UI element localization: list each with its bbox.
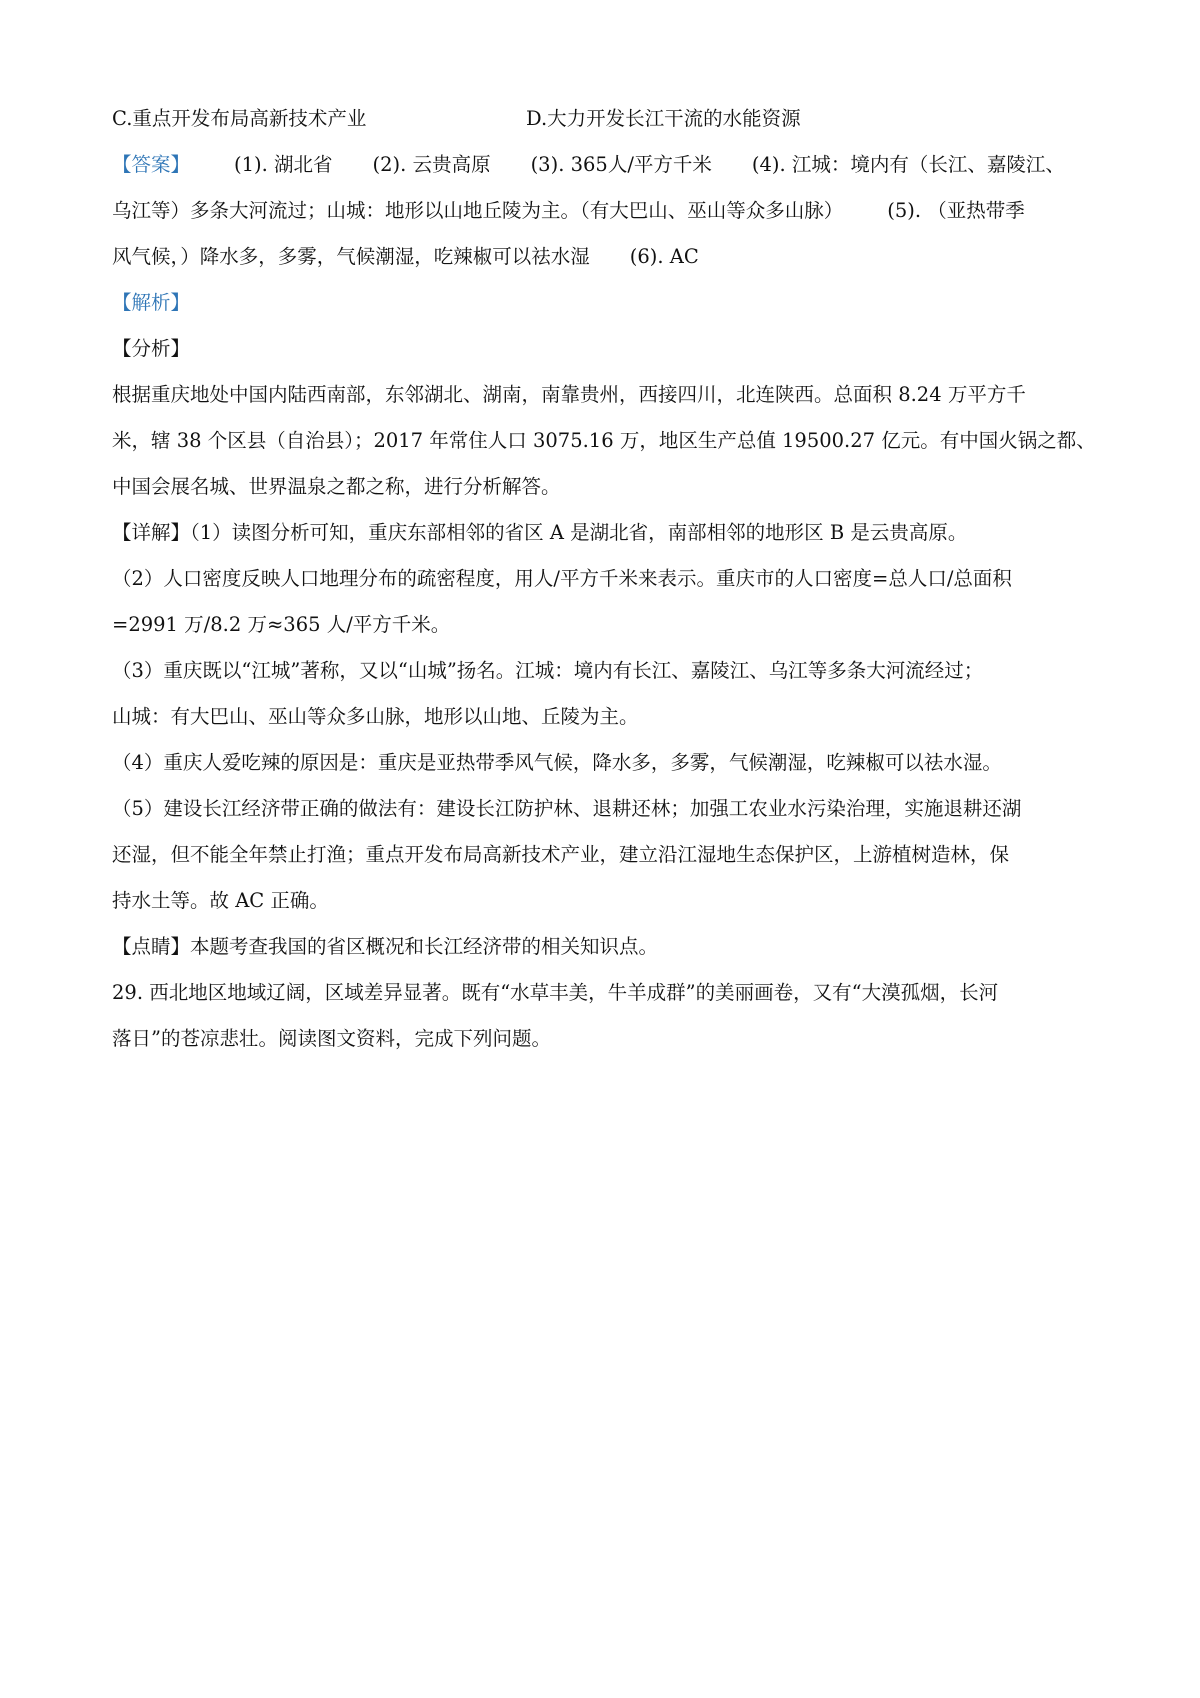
- answer-line-1: [112, 142, 1102, 188]
- answer-label: 【答案】: [112, 153, 191, 176]
- answer-item-4: (4). 江城：境内有（长江、嘉陵江、: [751, 153, 1065, 176]
- options-row: [112, 96, 1102, 142]
- detail-line-5: 山城：有大巴山、巫山等众多山脉，地形以山地、丘陵为主。: [112, 705, 639, 728]
- document-body: [112, 96, 1102, 1062]
- detail-line-3: =2991 万/8.2 万≈365 人/平方千米。: [112, 613, 451, 636]
- detail-label: 【详解】: [112, 521, 191, 544]
- answer-item-6: (6). AC: [629, 245, 699, 268]
- question-29-line-1: 29. 西北地区地域辽阔，区域差异显著。既有“水草丰美，牛羊成群”的美丽画卷，又有“大漠孤烟，长河: [112, 981, 999, 1004]
- option-c: C.重点开发布局高新技术产业: [112, 107, 367, 130]
- fenxi-heading: [112, 326, 1102, 372]
- detail-text-1: （1）读图分析可知，重庆东部相邻的省区 A 是湖北省，南部相邻的地形区 B 是云贵高原。: [190, 521, 968, 544]
- detail-line-6: （4）重庆人爱吃辣的原因是：重庆是亚热带季风气候，降水多，多雾，气候潮湿，吃辣椒可以祛水湿。: [112, 751, 1002, 774]
- answer-item-1: (1). 湖北省: [234, 153, 333, 176]
- dianjing-line: [112, 924, 1102, 970]
- answer-item-5-cont: 风气候，）降水多，多雾，气候潮湿，吃辣椒可以祛水湿: [112, 245, 590, 268]
- answer-item-5: (5). （亚热带季: [887, 199, 1025, 222]
- detail-line-2: （2）人口密度反映人口地理分布的疏密程度，用人/平方千米来表示。重庆市的人口密度=总人口/总面积: [112, 567, 1012, 590]
- answer-item-3: (3). 365人/平方千米: [530, 153, 712, 176]
- detail-line-4: （3）重庆既以“江城”著称，又以“山城”扬名。江城：境内有长江、嘉陵江、乌江等多条大河流经过；: [112, 659, 984, 682]
- detail-line-7: （5）建设长江经济带正确的做法有：建设长江防护林、退耕还林；加强工农业水污染治理，实施退耕还湖: [112, 797, 1022, 820]
- analysis-label: 【解析】: [112, 291, 191, 314]
- answer-item-2: (2). 云贵高原: [372, 153, 491, 176]
- answer-item-4-cont: 乌江等）多条大河流过；山城：地形以山地丘陵为主。（有大巴山、巫山等众多山脉）: [112, 199, 844, 222]
- option-d: D.大力开发长江干流的水能资源: [526, 107, 801, 130]
- question-29-line-2: 落日”的苍凉悲壮。阅读图文资料，完成下列问题。: [112, 1027, 551, 1050]
- answer-line-2: [112, 188, 1102, 234]
- answer-line-3: [112, 234, 1102, 280]
- detail-line-8: 还湿，但不能全年禁止打渔；重点开发布局高新技术产业，建立沿江湿地生态保护区，上游植树造林，保: [112, 843, 1010, 866]
- dianjing-label: 【点睛】: [112, 935, 191, 958]
- fenxi-line-1: 根据重庆地处中国内陆西南部，东邻湖北、湖南，南靠贵州，西接四川，北连陕西。总面积 8.24 万平方千: [112, 383, 1026, 406]
- dianjing-text: 本题考查我国的省区概况和长江经济带的相关知识点。: [190, 935, 659, 958]
- detail-line-1: [112, 510, 1102, 556]
- detail-line-9: 持水土等。故 AC 正确。: [112, 889, 329, 912]
- fenxi-label: 【分析】: [112, 337, 191, 360]
- fenxi-line-3: 中国会展名城、世界温泉之都之称，进行分析解答。: [112, 475, 561, 498]
- fenxi-line-2: 米，辖 38 个区县（自治县）；2017 年常住人口 3075.16 万，地区生产总值 19500.27 亿元。有中国火锅之都、: [112, 429, 1096, 452]
- analysis-heading: [112, 280, 1102, 326]
